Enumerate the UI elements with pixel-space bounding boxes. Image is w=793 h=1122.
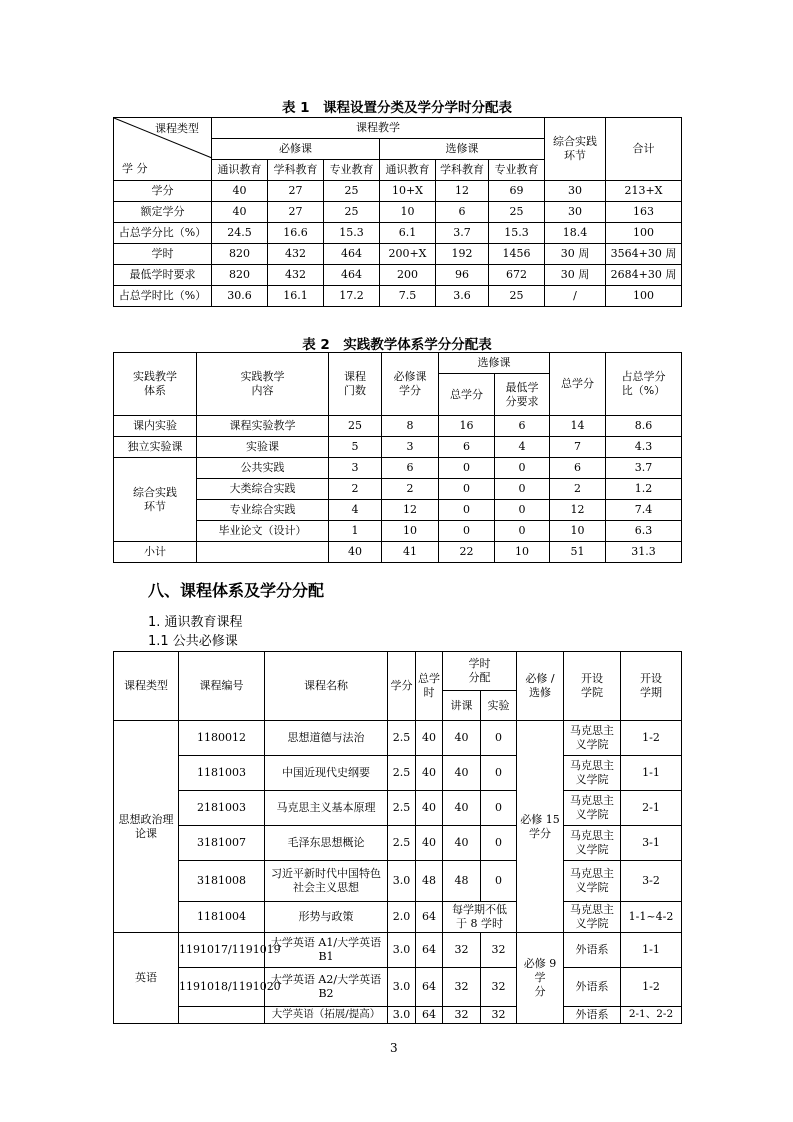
table2-cell: 12 xyxy=(382,500,439,521)
header-content: 实践教学 内容 xyxy=(197,353,329,416)
table2-cell: 41 xyxy=(382,542,439,563)
table1-cell: 16.6 xyxy=(268,223,324,244)
subsection-heading: 1. 通识教育课程 xyxy=(148,615,243,630)
course-lecture: 48 xyxy=(443,861,481,902)
sub-header: 学科教育 xyxy=(436,160,489,181)
table2-body xyxy=(114,416,682,563)
header-elective-total: 总学分 xyxy=(439,374,495,416)
course-hours: 64 xyxy=(416,933,443,968)
elective-header: 选修课 xyxy=(380,139,545,160)
table1-row xyxy=(114,223,682,244)
table1-row xyxy=(114,244,682,265)
row-label: 占总学分比（%） xyxy=(114,223,212,244)
table2-cell: 12 xyxy=(550,500,606,521)
course-term: 2-1 xyxy=(621,791,682,826)
row-label: 额定学分 xyxy=(114,202,212,223)
table1-cell: 6 xyxy=(436,202,489,223)
table1-cell: 25 xyxy=(324,202,380,223)
table2 xyxy=(113,352,682,563)
header-required: 必修课 学分 xyxy=(382,353,439,416)
course-college: 外语系 xyxy=(564,1007,621,1024)
table1-cell: 3.7 xyxy=(436,223,489,244)
table1-cell: 40 xyxy=(212,181,268,202)
course-college: 马克思主 义学院 xyxy=(564,791,621,826)
table1-body xyxy=(114,181,682,307)
course-lecture: 32 xyxy=(443,968,481,1007)
table1-cell: 96 xyxy=(436,265,489,286)
practice-header: 综合实践环节 xyxy=(545,118,606,181)
table2-row xyxy=(114,458,682,479)
table2-cell: 22 xyxy=(439,542,495,563)
table1 xyxy=(113,117,682,307)
course-dist-note: 每学期不低 于 8 学时 xyxy=(443,902,517,933)
table1-cell: 213+X xyxy=(606,181,682,202)
course-college: 外语系 xyxy=(564,968,621,1007)
corner-bottom-label: 学 分 xyxy=(122,162,148,176)
table1-cell: 10+X xyxy=(380,181,436,202)
table1-cell: 10 xyxy=(380,202,436,223)
course-lecture: 32 xyxy=(443,1007,481,1024)
course-lecture: 40 xyxy=(443,756,481,791)
table2-cell: 0 xyxy=(495,479,550,500)
table2-cell: 6.3 xyxy=(606,521,682,542)
table2-cell: 8.6 xyxy=(606,416,682,437)
table2-cell: 0 xyxy=(439,458,495,479)
table2-cell: 40 xyxy=(329,542,382,563)
table1-cell: 12 xyxy=(436,181,489,202)
sub-header: 通识教育 xyxy=(380,160,436,181)
course-college: 马克思主 义学院 xyxy=(564,902,621,933)
table2-cell: 0 xyxy=(439,521,495,542)
system-cell: 独立实验课 xyxy=(114,437,197,458)
header-courses: 课程 门数 xyxy=(329,353,382,416)
course-lecture: 40 xyxy=(443,826,481,861)
course-college: 马克思主 义学院 xyxy=(564,721,621,756)
table1-cell: 25 xyxy=(324,181,380,202)
group2-type: 英语 xyxy=(114,933,179,1024)
content-cell: 公共实践 xyxy=(197,458,329,479)
content-cell xyxy=(197,542,329,563)
sub-header: 通识教育 xyxy=(212,160,268,181)
course-name: 思想道德与法治 xyxy=(265,721,388,756)
course-hours: 40 xyxy=(416,756,443,791)
header-credit: 学分 xyxy=(388,652,416,721)
header-code: 课程编号 xyxy=(179,652,265,721)
course-code: 2181003 xyxy=(179,791,265,826)
table1-cell: 3564+30 周 xyxy=(606,244,682,265)
group1-req: 必修 15 学分 xyxy=(517,721,564,933)
course-code: 3181008 xyxy=(179,861,265,902)
table2-cell: 0 xyxy=(439,479,495,500)
course-hours: 64 xyxy=(416,968,443,1007)
course-term: 1-1~4-2 xyxy=(621,902,682,933)
table1-row xyxy=(114,202,682,223)
course-hours: 48 xyxy=(416,861,443,902)
subsubsection-heading: 1.1 公共必修课 xyxy=(148,634,238,649)
table1-cell: 3.6 xyxy=(436,286,489,307)
table1-cell: 30 xyxy=(545,181,606,202)
course-lab: 0 xyxy=(481,756,517,791)
row-label: 占总学时比（%） xyxy=(114,286,212,307)
table1-cell: 69 xyxy=(489,181,545,202)
course-term: 2-1、2-2 xyxy=(621,1007,682,1024)
table2-row xyxy=(114,479,682,500)
table1-cell: 15.3 xyxy=(489,223,545,244)
table1-cell: 7.5 xyxy=(380,286,436,307)
table2-cell: 3 xyxy=(329,458,382,479)
course-college: 马克思主 义学院 xyxy=(564,861,621,902)
section-heading: 八、课程体系及学分分配 xyxy=(148,581,325,600)
table2-cell: 0 xyxy=(495,458,550,479)
header-total: 总学分 xyxy=(550,353,606,416)
course-lab: 0 xyxy=(481,861,517,902)
table1-cell: 1456 xyxy=(489,244,545,265)
course-credit: 2.5 xyxy=(388,721,416,756)
table1-cell: 25 xyxy=(489,202,545,223)
content-cell: 实验课 xyxy=(197,437,329,458)
corner-top-label: 课程类型 xyxy=(155,122,199,135)
header-name: 课程名称 xyxy=(265,652,388,721)
table2-row xyxy=(114,542,682,563)
table1-cell: 30.6 xyxy=(212,286,268,307)
table1-row xyxy=(114,265,682,286)
table1-cell: 27 xyxy=(268,202,324,223)
header-elective-min: 最低学 分要求 xyxy=(495,374,550,416)
header-elective: 选修课 xyxy=(439,353,550,374)
course-name: 习近平新时代中国特色 社会主义思想 xyxy=(265,861,388,902)
system-cell: 小计 xyxy=(114,542,197,563)
table1-caption: 表 1 课程设置分类及学分学时分配表 xyxy=(281,100,513,116)
table1-cell: 820 xyxy=(212,244,268,265)
system-cell: 综合实践 环节 xyxy=(114,458,197,542)
sub-header: 专业教育 xyxy=(324,160,380,181)
table2-cell: 8 xyxy=(382,416,439,437)
table2-cell: 2 xyxy=(329,479,382,500)
course-name: 大学英语（拓展/提高） xyxy=(265,1007,388,1024)
course-lecture: 40 xyxy=(443,721,481,756)
row-label: 最低学时要求 xyxy=(114,265,212,286)
course-credit: 2.5 xyxy=(388,826,416,861)
table2-cell: 14 xyxy=(550,416,606,437)
course-lab: 0 xyxy=(481,721,517,756)
table2-cell: 6 xyxy=(439,437,495,458)
header-term: 开设 学期 xyxy=(621,652,682,721)
table2-cell: 4.3 xyxy=(606,437,682,458)
course-name: 中国近现代史纲要 xyxy=(265,756,388,791)
table2-caption: 表 2 实践教学体系学分分配表 xyxy=(302,337,492,353)
course-college: 马克思主 义学院 xyxy=(564,756,621,791)
table1-cell: 18.4 xyxy=(545,223,606,244)
table2-cell: 31.3 xyxy=(606,542,682,563)
table1-cell: 27 xyxy=(268,181,324,202)
table1-cell: 30 周 xyxy=(545,265,606,286)
header-type: 课程类型 xyxy=(114,652,179,721)
course-credit: 3.0 xyxy=(388,968,416,1007)
course-code: 3181007 xyxy=(179,826,265,861)
course-name: 大学英语 A1/大学英语 B1 xyxy=(265,933,388,968)
page-number: 3 xyxy=(390,1041,398,1055)
table1-cell: 24.5 xyxy=(212,223,268,244)
course-credit: 2.0 xyxy=(388,902,416,933)
table2-row xyxy=(114,416,682,437)
course-hours: 64 xyxy=(416,902,443,933)
table1-cell: 672 xyxy=(489,265,545,286)
group2-req: 必修 9 学 分 xyxy=(517,933,564,1024)
table2-cell: 10 xyxy=(382,521,439,542)
table1-cell: 163 xyxy=(606,202,682,223)
header-system: 实践教学 体系 xyxy=(114,353,197,416)
header-lab: 实验 xyxy=(481,691,517,721)
course-hours: 40 xyxy=(416,826,443,861)
course-lab: 0 xyxy=(481,826,517,861)
table1-cell: 2684+30 周 xyxy=(606,265,682,286)
course-college: 马克思主 义学院 xyxy=(564,826,621,861)
header-dist: 学时 分配 xyxy=(443,652,517,691)
table2-cell: 6 xyxy=(550,458,606,479)
table2-cell: 3 xyxy=(382,437,439,458)
total-header: 合计 xyxy=(606,118,682,181)
content-cell: 课程实验教学 xyxy=(197,416,329,437)
course-term: 1-1 xyxy=(621,933,682,968)
header-hours: 总学 时 xyxy=(416,652,443,721)
table1-row xyxy=(114,286,682,307)
row-label: 学时 xyxy=(114,244,212,265)
table2-row xyxy=(114,500,682,521)
course-lab: 32 xyxy=(481,968,517,1007)
table2-cell: 0 xyxy=(495,521,550,542)
table2-cell: 7 xyxy=(550,437,606,458)
sub-header: 专业教育 xyxy=(489,160,545,181)
course-name: 马克思主义基本原理 xyxy=(265,791,388,826)
course-credit: 2.5 xyxy=(388,791,416,826)
content-cell: 大类综合实践 xyxy=(197,479,329,500)
table1-cell: 30 周 xyxy=(545,244,606,265)
table2-cell: 16 xyxy=(439,416,495,437)
table2-cell: 5 xyxy=(329,437,382,458)
table1-cell: 15.3 xyxy=(324,223,380,244)
sub-header: 学科教育 xyxy=(268,160,324,181)
course-term: 3-1 xyxy=(621,826,682,861)
course-hours: 64 xyxy=(416,1007,443,1024)
table2-cell: 10 xyxy=(550,521,606,542)
course-lecture: 32 xyxy=(443,933,481,968)
course-credit: 3.0 xyxy=(388,861,416,902)
table1-cell: 100 xyxy=(606,286,682,307)
course-lab: 32 xyxy=(481,933,517,968)
row-label: 学分 xyxy=(114,181,212,202)
course-lab: 32 xyxy=(481,1007,517,1024)
course-credit: 3.0 xyxy=(388,933,416,968)
table1-cell: 820 xyxy=(212,265,268,286)
table1-cell: 200 xyxy=(380,265,436,286)
table3 xyxy=(113,651,682,1024)
table2-cell: 6 xyxy=(382,458,439,479)
table1-cell: 432 xyxy=(268,244,324,265)
course-hours: 40 xyxy=(416,721,443,756)
course-code: 1180012 xyxy=(179,721,265,756)
table1-cell: 100 xyxy=(606,223,682,244)
group1-type: 思想政治理 论课 xyxy=(114,721,179,933)
table1-cell: 17.2 xyxy=(324,286,380,307)
table2-cell: 2 xyxy=(382,479,439,500)
table1-cell: 432 xyxy=(268,265,324,286)
course-lab: 0 xyxy=(481,791,517,826)
table1-cell: 40 xyxy=(212,202,268,223)
table2-row xyxy=(114,521,682,542)
group-header: 课程教学 xyxy=(212,118,545,139)
course-name: 毛泽东思想概论 xyxy=(265,826,388,861)
course-code: 1181003 xyxy=(179,756,265,791)
header-lecture: 讲课 xyxy=(443,691,481,721)
course-name: 形势与政策 xyxy=(265,902,388,933)
course-term: 3-2 xyxy=(621,861,682,902)
table1-cell: 16.1 xyxy=(268,286,324,307)
table1-corner xyxy=(114,118,212,181)
table2-cell: 0 xyxy=(495,500,550,521)
table2-cell: 0 xyxy=(439,500,495,521)
table2-cell: 3.7 xyxy=(606,458,682,479)
course-code: 1191018/1191020 xyxy=(179,968,265,1007)
table1-cell: 464 xyxy=(324,265,380,286)
table2-cell: 1 xyxy=(329,521,382,542)
required-header: 必修课 xyxy=(212,139,380,160)
table2-cell: 10 xyxy=(495,542,550,563)
course-college: 外语系 xyxy=(564,933,621,968)
content-cell: 专业综合实践 xyxy=(197,500,329,521)
header-college: 开设 学院 xyxy=(564,652,621,721)
table1-cell: 464 xyxy=(324,244,380,265)
header-req: 必修 / 选修 xyxy=(517,652,564,721)
table2-cell: 25 xyxy=(329,416,382,437)
table1-cell: 30 xyxy=(545,202,606,223)
table1-cell: 192 xyxy=(436,244,489,265)
table1-row xyxy=(114,181,682,202)
table1-cell: 6.1 xyxy=(380,223,436,244)
course-code: 1191017/1191019 xyxy=(179,933,265,968)
course-code xyxy=(179,1007,265,1024)
course-term: 1-2 xyxy=(621,968,682,1007)
table2-cell: 51 xyxy=(550,542,606,563)
table2-cell: 1.2 xyxy=(606,479,682,500)
header-ratio: 占总学分 比（%） xyxy=(606,353,682,416)
course-term: 1-2 xyxy=(621,721,682,756)
table2-cell: 2 xyxy=(550,479,606,500)
table2-cell: 4 xyxy=(329,500,382,521)
course-term: 1-1 xyxy=(621,756,682,791)
table2-cell: 4 xyxy=(495,437,550,458)
course-name: 大学英语 A2/大学英语 B2 xyxy=(265,968,388,1007)
table1-cell: 25 xyxy=(489,286,545,307)
table1-cell: 200+X xyxy=(380,244,436,265)
course-credit: 3.0 xyxy=(388,1007,416,1024)
course-credit: 2.5 xyxy=(388,756,416,791)
course-hours: 40 xyxy=(416,791,443,826)
content-cell: 毕业论文（设计） xyxy=(197,521,329,542)
table2-cell: 7.4 xyxy=(606,500,682,521)
system-cell: 课内实验 xyxy=(114,416,197,437)
table2-row xyxy=(114,437,682,458)
course-code: 1181004 xyxy=(179,902,265,933)
table1-cell: / xyxy=(545,286,606,307)
table2-cell: 6 xyxy=(495,416,550,437)
course-lecture: 40 xyxy=(443,791,481,826)
